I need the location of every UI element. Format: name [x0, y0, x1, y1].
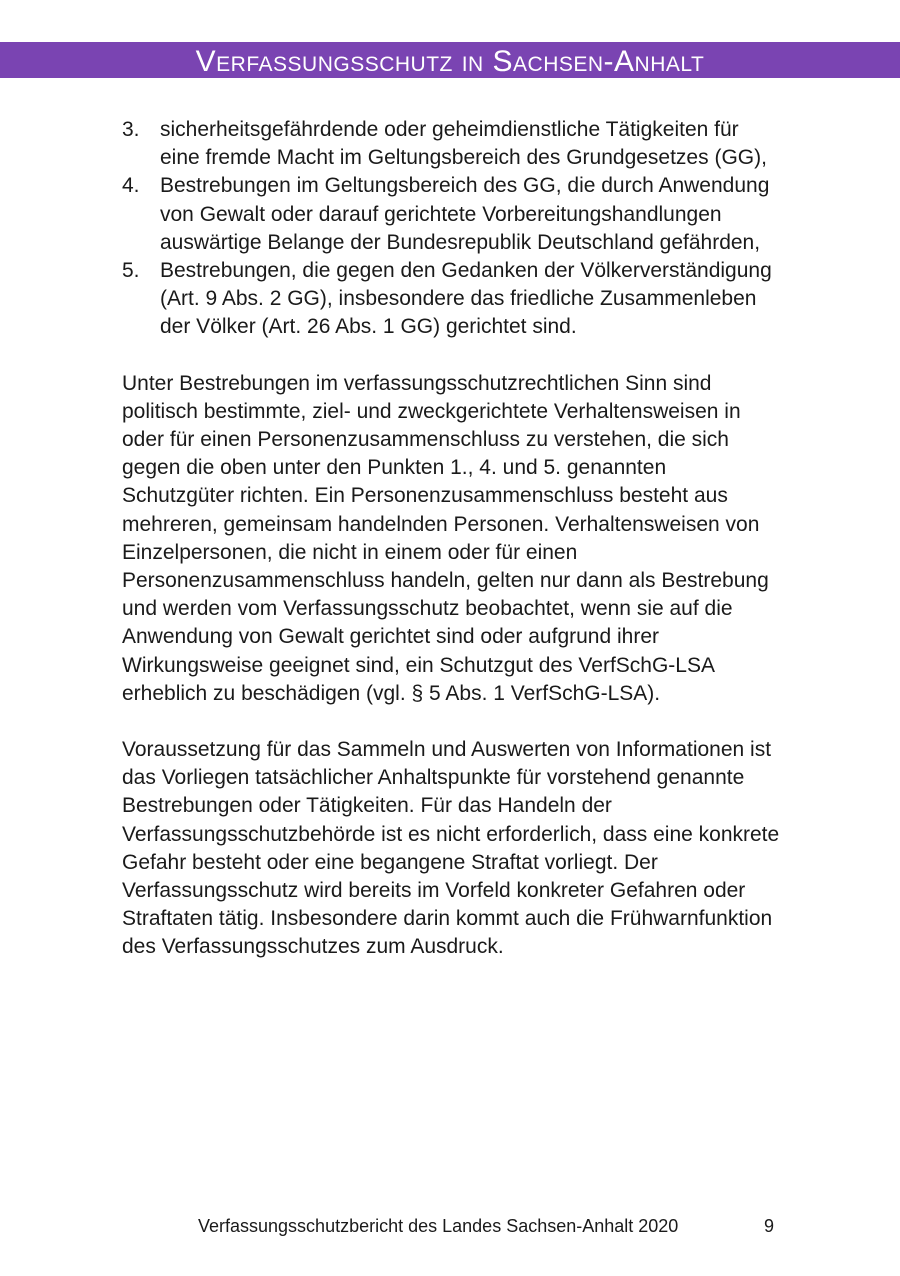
paragraph-bestrebungen: Unter Bestrebungen im verfassungsschutzrechtlichen Sinn sind politisch bestimmte, ziel- und zweckgerichtete Verhaltensweisen in oder für einen Personenzusammenschluss zu verstehen, die sich gegen die oben unter den Punkten 1., 4. und 5. genannten Schutzgüter richten. Ein Personenzusammenschluss besteht aus mehreren, gemeinsam handelnden Personen. Verhaltensweisen von Einzelpersonen, die nicht in einem oder für einen Personenzusammenschluss handeln, gelten nur dann als Bestrebung und werden vom Verfassungsschutz beobachtet, wenn sie auf die Anwendung von Gewalt gerichtet sind oder aufgrund ihrer Wirkungsweise geeignet sind, ein Schutzgut des VerfSchG-LSA erheblich zu beschädigen (vgl. § 5 Abs. 1 VerfSchG-LSA). — [122, 371, 769, 705]
list-item — [122, 172, 782, 257]
numbered-list — [122, 116, 782, 342]
footer-publication-title: Verfassungsschutzbericht des Landes Sachsen-Anhalt 2020 — [198, 1216, 679, 1236]
paragraph-voraussetzung: Voraussetzung für das Sammeln und Auswerten von Informationen ist das Vorliegen tatsächlicher Anhaltspunkte für vorstehend genannte Bestrebungen oder Tätigkeiten. Für das Handeln der Verfassungsschutzbehörde ist es nicht erforderlich, dass eine konkrete Gefahr besteht oder eine begangene Straftat vorliegt. Der Verfassungsschutz wird bereits im Vorfeld konkreter Gefahren oder Straftaten tätig. Insbesondere darin kommt auch die Frühwarnfunktion des Verfassungsschutzes zum Ausdruck. — [122, 738, 780, 959]
list-item-text: sicherheitsgefährdende oder geheimdienstliche Tätigkeiten für eine fremde Macht im Geltungsbereich des Grundgesetzes (GG), — [160, 118, 767, 170]
list-item-number: 4. — [122, 174, 140, 198]
list-item-text: Bestrebungen im Geltungsbereich des GG, die durch Anwendung von Gewalt oder darauf gerichtete Vorbereitungshandlungen auswärtige Belange der Bundesrepublik Deutschland gefährden, — [160, 174, 770, 254]
main-content — [122, 116, 782, 962]
list-item-number: 3. — [122, 118, 140, 141]
list-item — [122, 116, 782, 172]
list-item-text: Bestrebungen, die gegen den Gedanken der Völkerverständigung (Art. 9 Abs. 2 GG), insbesondere das friedliche Zusammenleben der Völker (Art. 26 Abs. 1 GG) gerichtet sind. — [160, 259, 772, 339]
list-item-number: 5. — [122, 259, 140, 283]
list-item — [122, 257, 782, 342]
page-header-title: Verfassungsschutz in Sachsen-Anhalt — [195, 45, 705, 78]
page-number: 9 — [764, 1216, 775, 1236]
